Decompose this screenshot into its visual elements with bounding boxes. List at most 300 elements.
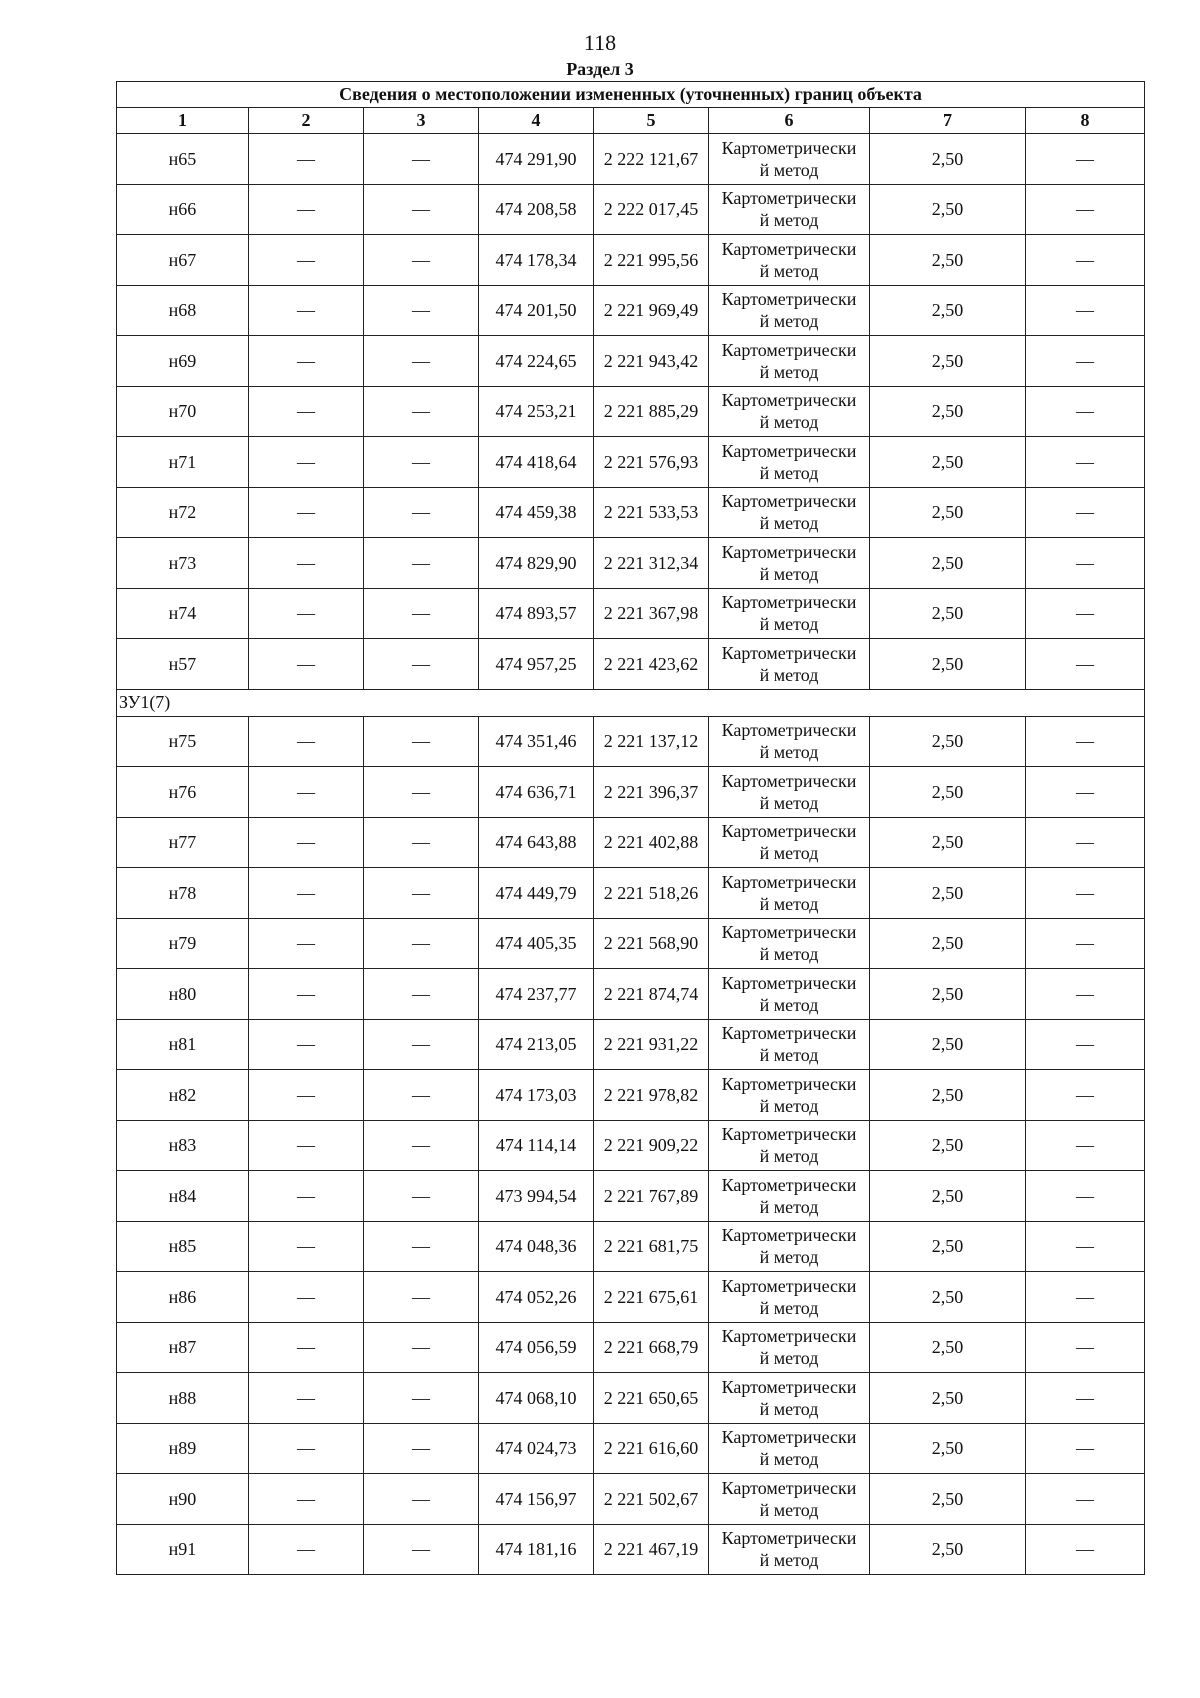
- method-text-line1: Картометрически: [721, 871, 857, 892]
- method-text-line2: й метод: [759, 210, 819, 231]
- method-cell: [709, 1272, 870, 1323]
- x-coordinate-cell: 474 208,58: [479, 184, 594, 235]
- precision-cell: 2,50: [870, 1373, 1026, 1424]
- method-text-line1: Картометрически: [721, 720, 857, 741]
- dash-cell: —: [249, 1423, 364, 1474]
- precision-cell: 2,50: [870, 134, 1026, 185]
- precision-cell: 2,50: [870, 1070, 1026, 1121]
- method-text-line2: й метод: [759, 361, 819, 382]
- dash-cell: —: [1026, 1019, 1145, 1070]
- y-coordinate-cell: 2 221 402,88: [594, 817, 709, 868]
- dash-cell: —: [1026, 1171, 1145, 1222]
- dash-cell: —: [364, 538, 479, 589]
- point-name-cell: н78: [117, 868, 249, 919]
- method-text-line1: Картометрически: [721, 1376, 857, 1397]
- method-text-line1: Картометрически: [721, 137, 857, 158]
- x-coordinate-cell: 474 156,97: [479, 1474, 594, 1525]
- precision-cell: 2,50: [870, 969, 1026, 1020]
- precision-cell: 2,50: [870, 1423, 1026, 1474]
- x-coordinate-cell: 474 114,14: [479, 1120, 594, 1171]
- table-row: [117, 1322, 1145, 1373]
- method-cell: [709, 1120, 870, 1171]
- column-number: 3: [364, 108, 479, 134]
- dash-cell: —: [364, 1120, 479, 1171]
- precision-cell: 2,50: [870, 1524, 1026, 1575]
- table-row: [117, 1070, 1145, 1121]
- dash-cell: —: [249, 716, 364, 767]
- y-coordinate-cell: 2 221 969,49: [594, 285, 709, 336]
- dash-cell: —: [249, 134, 364, 185]
- dash-cell: —: [1026, 487, 1145, 538]
- dash-cell: —: [364, 767, 479, 818]
- point-name-cell: н65: [117, 134, 249, 185]
- point-name-cell: н76: [117, 767, 249, 818]
- y-coordinate-cell: 2 222 121,67: [594, 134, 709, 185]
- y-coordinate-cell: 2 221 396,37: [594, 767, 709, 818]
- dash-cell: —: [1026, 1524, 1145, 1575]
- dash-cell: —: [1026, 1120, 1145, 1171]
- dash-cell: —: [1026, 767, 1145, 818]
- method-text-line2: й метод: [759, 412, 819, 433]
- method-cell: [709, 538, 870, 589]
- dash-cell: —: [249, 336, 364, 387]
- method-text-line2: й метод: [759, 563, 819, 584]
- dash-cell: —: [364, 1524, 479, 1575]
- method-text-line2: й метод: [759, 1146, 819, 1167]
- precision-cell: 2,50: [870, 1019, 1026, 1070]
- y-coordinate-cell: 2 221 518,26: [594, 868, 709, 919]
- dash-cell: —: [1026, 1474, 1145, 1525]
- dash-cell: —: [364, 437, 479, 488]
- point-name-cell: н85: [117, 1221, 249, 1272]
- x-coordinate-cell: 474 291,90: [479, 134, 594, 185]
- method-cell: [709, 767, 870, 818]
- dash-cell: —: [249, 868, 364, 919]
- dash-cell: —: [1026, 184, 1145, 235]
- dash-cell: —: [364, 588, 479, 639]
- point-name-cell: н70: [117, 386, 249, 437]
- dash-cell: —: [249, 235, 364, 286]
- y-coordinate-cell: 2 221 943,42: [594, 336, 709, 387]
- point-name-cell: н68: [117, 285, 249, 336]
- method-text-line1: Картометрически: [721, 1023, 857, 1044]
- dash-cell: —: [249, 969, 364, 1020]
- dash-cell: —: [1026, 336, 1145, 387]
- column-number: 4: [479, 108, 594, 134]
- precision-cell: 2,50: [870, 868, 1026, 919]
- table-caption-row: [117, 82, 1145, 108]
- method-text-line2: й метод: [759, 311, 819, 332]
- method-text-line2: й метод: [759, 1247, 819, 1268]
- x-coordinate-cell: 474 068,10: [479, 1373, 594, 1424]
- method-text-line2: й метод: [759, 1196, 819, 1217]
- dash-cell: —: [364, 716, 479, 767]
- table-row: [117, 918, 1145, 969]
- table-row: [117, 1272, 1145, 1323]
- dash-cell: —: [364, 1272, 479, 1323]
- method-text-line2: й метод: [759, 1499, 819, 1520]
- method-text-line2: й метод: [759, 1550, 819, 1571]
- method-text-line1: Картометрически: [721, 1073, 857, 1094]
- dash-cell: —: [364, 336, 479, 387]
- x-coordinate-cell: 473 994,54: [479, 1171, 594, 1222]
- table-row: [117, 1373, 1145, 1424]
- precision-cell: 2,50: [870, 1221, 1026, 1272]
- y-coordinate-cell: 2 221 423,62: [594, 639, 709, 690]
- method-cell: [709, 588, 870, 639]
- method-text-line1: Картометрически: [721, 440, 857, 461]
- table-row: [117, 716, 1145, 767]
- table-row: [117, 538, 1145, 589]
- column-number-row: [117, 108, 1145, 134]
- method-cell: [709, 817, 870, 868]
- point-name-cell: н84: [117, 1171, 249, 1222]
- table-row: [117, 487, 1145, 538]
- point-name-cell: н81: [117, 1019, 249, 1070]
- dash-cell: —: [364, 1019, 479, 1070]
- y-coordinate-cell: 2 221 681,75: [594, 1221, 709, 1272]
- table-row: [117, 235, 1145, 286]
- dash-cell: —: [1026, 868, 1145, 919]
- method-text-line2: й метод: [759, 1297, 819, 1318]
- x-coordinate-cell: 474 224,65: [479, 336, 594, 387]
- method-cell: [709, 386, 870, 437]
- dash-cell: —: [249, 1474, 364, 1525]
- method-text-line2: й метод: [759, 1095, 819, 1116]
- table-row: [117, 1120, 1145, 1171]
- x-coordinate-cell: 474 173,03: [479, 1070, 594, 1121]
- point-name-cell: н69: [117, 336, 249, 387]
- x-coordinate-cell: 474 056,59: [479, 1322, 594, 1373]
- table-row: [117, 1171, 1145, 1222]
- method-text-line2: й метод: [759, 260, 819, 281]
- table-row: [117, 1423, 1145, 1474]
- table-row: [117, 184, 1145, 235]
- method-text-line1: Картометрически: [721, 1427, 857, 1448]
- method-cell: [709, 868, 870, 919]
- dash-cell: —: [364, 1221, 479, 1272]
- dash-cell: —: [364, 817, 479, 868]
- x-coordinate-cell: 474 201,50: [479, 285, 594, 336]
- method-text-line2: й метод: [759, 893, 819, 914]
- precision-cell: 2,50: [870, 1272, 1026, 1323]
- dash-cell: —: [1026, 1272, 1145, 1323]
- method-text-line2: й метод: [759, 1348, 819, 1369]
- dash-cell: —: [249, 918, 364, 969]
- precision-cell: 2,50: [870, 1171, 1026, 1222]
- table-row: [117, 817, 1145, 868]
- y-coordinate-cell: 2 221 931,22: [594, 1019, 709, 1070]
- method-text-line2: й метод: [759, 792, 819, 813]
- x-coordinate-cell: 474 048,36: [479, 1221, 594, 1272]
- y-coordinate-cell: 2 222 017,45: [594, 184, 709, 235]
- dash-cell: —: [364, 918, 479, 969]
- point-name-cell: н67: [117, 235, 249, 286]
- table-row: [117, 336, 1145, 387]
- dash-cell: —: [1026, 817, 1145, 868]
- dash-cell: —: [249, 1322, 364, 1373]
- y-coordinate-cell: 2 221 502,67: [594, 1474, 709, 1525]
- dash-cell: —: [1026, 639, 1145, 690]
- dash-cell: —: [249, 639, 364, 690]
- method-text-line2: й метод: [759, 994, 819, 1015]
- point-name-cell: н77: [117, 817, 249, 868]
- dash-cell: —: [1026, 918, 1145, 969]
- dash-cell: —: [364, 386, 479, 437]
- dash-cell: —: [249, 1272, 364, 1323]
- y-coordinate-cell: 2 221 650,65: [594, 1373, 709, 1424]
- y-coordinate-cell: 2 221 367,98: [594, 588, 709, 639]
- dash-cell: —: [364, 1423, 479, 1474]
- x-coordinate-cell: 474 829,90: [479, 538, 594, 589]
- dash-cell: —: [364, 487, 479, 538]
- precision-cell: 2,50: [870, 184, 1026, 235]
- x-coordinate-cell: 474 237,77: [479, 969, 594, 1020]
- point-name-cell: н75: [117, 716, 249, 767]
- method-cell: [709, 1171, 870, 1222]
- x-coordinate-cell: 474 957,25: [479, 639, 594, 690]
- method-text-line1: Картометрически: [721, 1174, 857, 1195]
- point-name-cell: н73: [117, 538, 249, 589]
- method-text-line1: Картометрически: [721, 1124, 857, 1145]
- column-number: 2: [249, 108, 364, 134]
- method-text-line1: Картометрически: [721, 339, 857, 360]
- method-text-line2: й метод: [759, 513, 819, 534]
- method-cell: [709, 1070, 870, 1121]
- y-coordinate-cell: 2 221 874,74: [594, 969, 709, 1020]
- method-text-line2: й метод: [759, 462, 819, 483]
- method-cell: [709, 1322, 870, 1373]
- dash-cell: —: [1026, 588, 1145, 639]
- dash-cell: —: [249, 817, 364, 868]
- column-number: 1: [117, 108, 249, 134]
- x-coordinate-cell: 474 643,88: [479, 817, 594, 868]
- method-text-line2: й метод: [759, 1398, 819, 1419]
- dash-cell: —: [364, 969, 479, 1020]
- method-cell: [709, 918, 870, 969]
- method-cell: [709, 1221, 870, 1272]
- point-name-cell: н88: [117, 1373, 249, 1424]
- precision-cell: 2,50: [870, 336, 1026, 387]
- precision-cell: 2,50: [870, 767, 1026, 818]
- method-text-line2: й метод: [759, 944, 819, 965]
- dash-cell: —: [1026, 716, 1145, 767]
- page-number: 118: [583, 30, 617, 55]
- method-text-line1: Картометрически: [721, 390, 857, 411]
- method-text-line2: й метод: [759, 614, 819, 635]
- point-name-cell: н89: [117, 1423, 249, 1474]
- point-name-cell: н83: [117, 1120, 249, 1171]
- table-caption: Сведения о местоположении измененных (уточненных) границ объекта: [117, 82, 1145, 108]
- dash-cell: —: [249, 1120, 364, 1171]
- method-cell: [709, 969, 870, 1020]
- dash-cell: —: [249, 1373, 364, 1424]
- x-coordinate-cell: 474 405,35: [479, 918, 594, 969]
- precision-cell: 2,50: [870, 1120, 1026, 1171]
- table-row: [117, 1019, 1145, 1070]
- dash-cell: —: [249, 538, 364, 589]
- y-coordinate-cell: 2 221 675,61: [594, 1272, 709, 1323]
- point-name-cell: н91: [117, 1524, 249, 1575]
- point-name-cell: н82: [117, 1070, 249, 1121]
- dash-cell: —: [249, 487, 364, 538]
- dash-cell: —: [249, 184, 364, 235]
- method-text-line1: Картометрически: [721, 1225, 857, 1246]
- precision-cell: 2,50: [870, 487, 1026, 538]
- precision-cell: 2,50: [870, 386, 1026, 437]
- method-cell: [709, 1474, 870, 1525]
- table-row: [117, 134, 1145, 185]
- dash-cell: —: [1026, 235, 1145, 286]
- method-text-line1: Картометрически: [721, 770, 857, 791]
- y-coordinate-cell: 2 221 568,90: [594, 918, 709, 969]
- precision-cell: 2,50: [870, 285, 1026, 336]
- dash-cell: —: [1026, 437, 1145, 488]
- point-name-cell: н71: [117, 437, 249, 488]
- x-coordinate-cell: 474 351,46: [479, 716, 594, 767]
- dash-cell: —: [364, 1070, 479, 1121]
- dash-cell: —: [364, 868, 479, 919]
- dash-cell: —: [249, 386, 364, 437]
- dash-cell: —: [1026, 285, 1145, 336]
- column-number: 8: [1026, 108, 1145, 134]
- point-name-cell: н79: [117, 918, 249, 969]
- method-cell: [709, 235, 870, 286]
- x-coordinate-cell: 474 418,64: [479, 437, 594, 488]
- method-text-line1: Картометрически: [721, 1275, 857, 1296]
- dash-cell: —: [1026, 538, 1145, 589]
- dash-cell: —: [1026, 969, 1145, 1020]
- dash-cell: —: [249, 588, 364, 639]
- dash-cell: —: [249, 767, 364, 818]
- y-coordinate-cell: 2 221 312,34: [594, 538, 709, 589]
- precision-cell: 2,50: [870, 437, 1026, 488]
- method-text-line2: й метод: [759, 159, 819, 180]
- dash-cell: —: [249, 1221, 364, 1272]
- dash-cell: —: [364, 184, 479, 235]
- method-text-line1: Картометрически: [721, 491, 857, 512]
- method-text-line1: Картометрически: [721, 1326, 857, 1347]
- point-name-cell: н80: [117, 969, 249, 1020]
- method-text-line2: й метод: [759, 1045, 819, 1066]
- method-cell: [709, 1373, 870, 1424]
- point-name-cell: н90: [117, 1474, 249, 1525]
- table-row: [117, 868, 1145, 919]
- precision-cell: 2,50: [870, 716, 1026, 767]
- dash-cell: —: [364, 1373, 479, 1424]
- table-row: [117, 767, 1145, 818]
- x-coordinate-cell: 474 213,05: [479, 1019, 594, 1070]
- method-text-line1: Картометрически: [721, 821, 857, 842]
- method-cell: [709, 1019, 870, 1070]
- method-text-line1: Картометрически: [721, 541, 857, 562]
- y-coordinate-cell: 2 221 909,22: [594, 1120, 709, 1171]
- method-text-line1: Картометрически: [721, 188, 857, 209]
- section-title: Раздел 3: [566, 59, 634, 79]
- y-coordinate-cell: 2 221 467,19: [594, 1524, 709, 1575]
- method-cell: [709, 487, 870, 538]
- dash-cell: —: [1026, 1221, 1145, 1272]
- precision-cell: 2,50: [870, 588, 1026, 639]
- point-name-cell: н86: [117, 1272, 249, 1323]
- y-coordinate-cell: 2 221 137,12: [594, 716, 709, 767]
- point-name-cell: н87: [117, 1322, 249, 1373]
- point-name-cell: н74: [117, 588, 249, 639]
- dash-cell: —: [249, 1070, 364, 1121]
- table-row: [117, 386, 1145, 437]
- table-row: [117, 285, 1145, 336]
- method-text-line2: й метод: [759, 664, 819, 685]
- method-text-line1: Картометрически: [721, 1528, 857, 1549]
- table-row: [117, 969, 1145, 1020]
- method-cell: [709, 437, 870, 488]
- y-coordinate-cell: 2 221 885,29: [594, 386, 709, 437]
- y-coordinate-cell: 2 221 978,82: [594, 1070, 709, 1121]
- x-coordinate-cell: 474 449,79: [479, 868, 594, 919]
- method-text-line2: й метод: [759, 742, 819, 763]
- table-row: [117, 437, 1145, 488]
- x-coordinate-cell: 474 181,16: [479, 1524, 594, 1575]
- table-row: [117, 1474, 1145, 1525]
- method-text-line2: й метод: [759, 843, 819, 864]
- dash-cell: —: [1026, 1070, 1145, 1121]
- table-row: [117, 1221, 1145, 1272]
- precision-cell: 2,50: [870, 918, 1026, 969]
- method-text-line1: Картометрически: [721, 922, 857, 943]
- y-coordinate-cell: 2 221 616,60: [594, 1423, 709, 1474]
- group-label-row: [117, 689, 1145, 716]
- dash-cell: —: [364, 1474, 479, 1525]
- method-text-line1: Картометрически: [721, 238, 857, 259]
- group-label: ЗУ1(7): [117, 689, 1145, 716]
- x-coordinate-cell: 474 052,26: [479, 1272, 594, 1323]
- dash-cell: —: [364, 1171, 479, 1222]
- dash-cell: —: [1026, 1322, 1145, 1373]
- dash-cell: —: [364, 235, 479, 286]
- point-name-cell: н57: [117, 639, 249, 690]
- x-coordinate-cell: 474 636,71: [479, 767, 594, 818]
- point-name-cell: н66: [117, 184, 249, 235]
- column-number: 5: [594, 108, 709, 134]
- dash-cell: —: [249, 437, 364, 488]
- boundary-coordinates-table: [116, 81, 1145, 1575]
- dash-cell: —: [1026, 386, 1145, 437]
- precision-cell: 2,50: [870, 817, 1026, 868]
- y-coordinate-cell: 2 221 668,79: [594, 1322, 709, 1373]
- precision-cell: 2,50: [870, 538, 1026, 589]
- column-number: 7: [870, 108, 1026, 134]
- dash-cell: —: [364, 1322, 479, 1373]
- dash-cell: —: [249, 1171, 364, 1222]
- precision-cell: 2,50: [870, 1474, 1026, 1525]
- table-row: [117, 639, 1145, 690]
- precision-cell: 2,50: [870, 639, 1026, 690]
- y-coordinate-cell: 2 221 767,89: [594, 1171, 709, 1222]
- dash-cell: —: [1026, 1423, 1145, 1474]
- dash-cell: —: [1026, 134, 1145, 185]
- table-row: [117, 1524, 1145, 1575]
- y-coordinate-cell: 2 221 576,93: [594, 437, 709, 488]
- column-number: 6: [709, 108, 870, 134]
- x-coordinate-cell: 474 893,57: [479, 588, 594, 639]
- x-coordinate-cell: 474 178,34: [479, 235, 594, 286]
- table-row: [117, 588, 1145, 639]
- y-coordinate-cell: 2 221 995,56: [594, 235, 709, 286]
- method-cell: [709, 1524, 870, 1575]
- dash-cell: —: [364, 639, 479, 690]
- method-cell: [709, 134, 870, 185]
- dash-cell: —: [249, 285, 364, 336]
